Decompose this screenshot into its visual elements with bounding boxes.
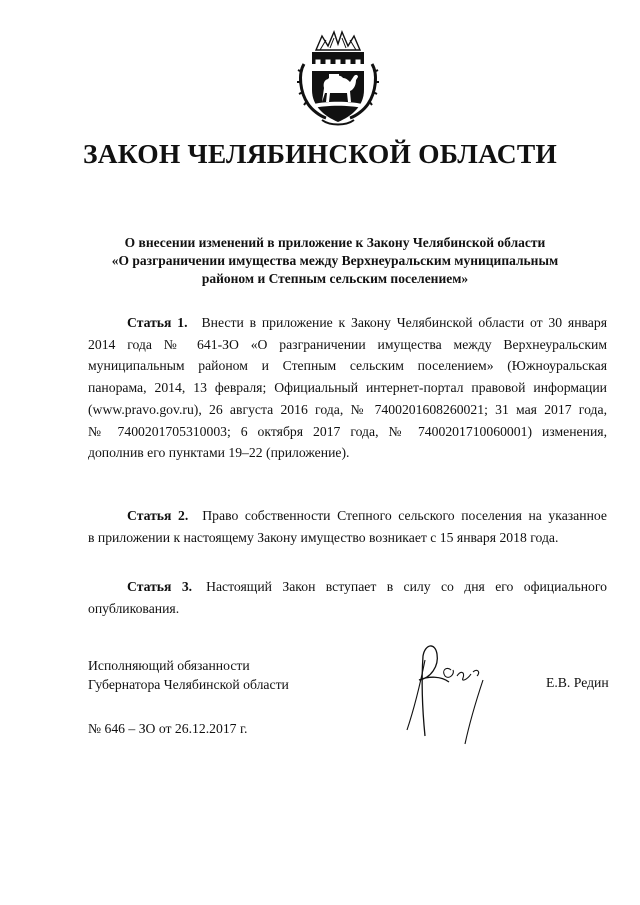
signatory-name: Е.В. Редин	[546, 675, 609, 690]
handwritten-signature-icon	[395, 636, 515, 746]
article-line	[88, 312, 607, 334]
article-line	[88, 576, 607, 598]
law-subject	[80, 234, 590, 288]
article-line: муниципальным районом и Степным сельским поселением» (Южноуральская	[88, 358, 607, 374]
position-line: Губернатора Челябинской области	[88, 677, 289, 692]
article-label: Статья 2.	[127, 508, 189, 523]
article-line: панорама, 2014, 13 февраля; Официальный интернет-портал правовой информации	[88, 380, 607, 396]
coat-of-arms-icon	[296, 30, 380, 128]
article-label: Статья 3.	[127, 579, 193, 594]
article-line: опубликования.	[88, 600, 180, 616]
article-line: № 7400201705310003; 6 октября 2017 года, № 7400201710060001) изменения,	[88, 423, 607, 439]
article-3	[88, 576, 607, 619]
position-line: Исполняющий обязанности	[88, 658, 250, 673]
article-1	[88, 312, 607, 464]
law-title: ЗАКОН ЧЕЛЯБИНСКОЙ ОБЛАСТИ	[83, 138, 557, 169]
article-line: в приложении к настоящему Закону имущество возникает с 15 января 2018 года.	[88, 529, 559, 545]
article-line	[88, 505, 607, 527]
subject-line: «О разграничении имущества между Верхнеуральским муниципальным	[111, 253, 559, 268]
article-line: 2014 года № 641-ЗО «О разграничении имущества между Верхнеуральским	[88, 336, 607, 352]
article-text: Внести в приложение к Закону Челябинской области от 30 января	[201, 315, 608, 330]
subject-line: О внесении изменений в приложение к Закону Челябинской области	[124, 235, 546, 250]
law-number-date: № 646 – ЗО от 26.12.2017 г.	[88, 721, 248, 736]
article-label: Статья 1.	[127, 315, 188, 330]
article-line: (www.pravo.gov.ru), 26 августа 2016 года, № 7400201608260021; 31 мая 2017 года,	[88, 401, 607, 417]
signatory-position	[88, 656, 289, 694]
article-2	[88, 505, 607, 548]
article-text: Право собственности Степного сельского поселения на указанное	[202, 508, 607, 523]
article-text: Настоящий Закон вступает в силу со дня его официального	[206, 579, 608, 594]
subject-line: районом и Степным сельским поселением»	[201, 271, 469, 286]
article-line: дополнив его пунктами 19–22 (приложение).	[88, 445, 350, 461]
